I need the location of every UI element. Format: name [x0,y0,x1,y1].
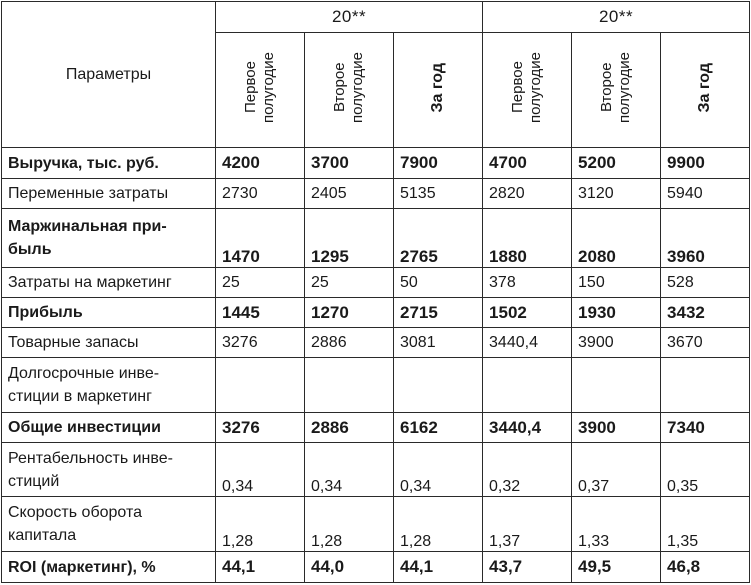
value-cell: 1,28 [216,497,305,552]
year-header-1: 20** [216,2,483,33]
value-cell: 1930 [572,298,661,328]
value-cell: 7900 [394,148,483,179]
table-row [2,497,750,552]
period-header [305,33,394,148]
value-cell: 6162 [394,413,483,443]
table-row [2,443,750,497]
period-header [216,33,305,148]
value-cell: 1,28 [394,497,483,552]
row-label: Товарные запасы [2,328,216,358]
value-cell: 2730 [216,179,305,209]
period-header [572,33,661,148]
value-cell: 44,0 [305,552,394,583]
value-cell: 1270 [305,298,394,328]
row-label: Выручка, тыс. руб. [2,148,216,179]
financial-table [1,1,750,583]
row-label: Прибыль [2,298,216,328]
table-row [2,328,750,358]
value-cell: 0,34 [394,443,483,497]
value-cell: 3440,4 [483,328,572,358]
value-cell [216,358,305,413]
period-header [394,33,483,148]
value-cell: 2886 [305,328,394,358]
value-cell: 378 [483,268,572,298]
value-cell: 43,7 [483,552,572,583]
value-cell: 1,37 [483,497,572,552]
value-cell: 7340 [661,413,750,443]
table-row [2,552,750,583]
value-cell [305,358,394,413]
value-cell [394,358,483,413]
table-row [2,298,750,328]
value-cell: 3276 [216,413,305,443]
value-cell: 3276 [216,328,305,358]
value-cell: 0,34 [216,443,305,497]
value-cell: 1445 [216,298,305,328]
value-cell: 0,35 [661,443,750,497]
value-cell [572,358,661,413]
value-cell: 9900 [661,148,750,179]
value-cell: 1502 [483,298,572,328]
table-row [2,179,750,209]
year-header-2: 20** [483,2,750,33]
row-label: Скорость оборота капитала [2,497,216,552]
period-header [661,33,750,148]
row-label: Долгосрочные инве- стиции в маркетинг [2,358,216,413]
value-cell: 2820 [483,179,572,209]
value-cell: 2765 [394,209,483,268]
row-label: ROI (маркетинг), % [2,552,216,583]
table-row [2,358,750,413]
period-label: Первое полугодие [242,51,277,123]
value-cell: 46,8 [661,552,750,583]
value-cell: 3700 [305,148,394,179]
period-label: За год [696,62,714,113]
value-cell: 2715 [394,298,483,328]
table-header [2,2,750,148]
value-cell: 5135 [394,179,483,209]
table-row [2,209,750,268]
row-label: Затраты на маркетинг [2,268,216,298]
row-label: Маржинальная при- быль [2,209,216,268]
value-cell: 528 [661,268,750,298]
table-row [2,268,750,298]
value-cell: 1,35 [661,497,750,552]
value-cell: 44,1 [216,552,305,583]
value-cell: 3900 [572,413,661,443]
value-cell: 4700 [483,148,572,179]
value-cell: 44,1 [394,552,483,583]
value-cell: 3670 [661,328,750,358]
value-cell: 0,32 [483,443,572,497]
value-cell: 3081 [394,328,483,358]
value-cell: 1470 [216,209,305,268]
value-cell: 5200 [572,148,661,179]
params-header: Параметры [2,2,216,148]
value-cell: 3960 [661,209,750,268]
period-label: За год [429,62,447,113]
value-cell: 1295 [305,209,394,268]
value-cell: 2405 [305,179,394,209]
value-cell: 3440,4 [483,413,572,443]
value-cell [661,358,750,413]
period-label: Второе полугодие [598,51,634,123]
value-cell: 50 [394,268,483,298]
table-row [2,413,750,443]
value-cell: 3900 [572,328,661,358]
value-cell: 3432 [661,298,750,328]
value-cell: 1,28 [305,497,394,552]
value-cell: 2886 [305,413,394,443]
period-header [483,33,572,148]
row-label: Переменные затраты [2,179,216,209]
value-cell: 1880 [483,209,572,268]
period-label: Второе полугодие [331,51,366,123]
value-cell: 0,37 [572,443,661,497]
value-cell: 150 [572,268,661,298]
value-cell: 4200 [216,148,305,179]
value-cell: 25 [305,268,394,298]
table-row [2,148,750,179]
value-cell: 3120 [572,179,661,209]
period-label: Первое полугодие [509,51,545,123]
value-cell: 0,34 [305,443,394,497]
value-cell: 2080 [572,209,661,268]
value-cell: 49,5 [572,552,661,583]
row-label: Рентабельность инве- стиций [2,443,216,497]
table-body [2,148,750,583]
value-cell: 25 [216,268,305,298]
value-cell: 1,33 [572,497,661,552]
value-cell: 5940 [661,179,750,209]
value-cell [483,358,572,413]
header-row-years [2,2,750,33]
row-label: Общие инвестиции [2,413,216,443]
